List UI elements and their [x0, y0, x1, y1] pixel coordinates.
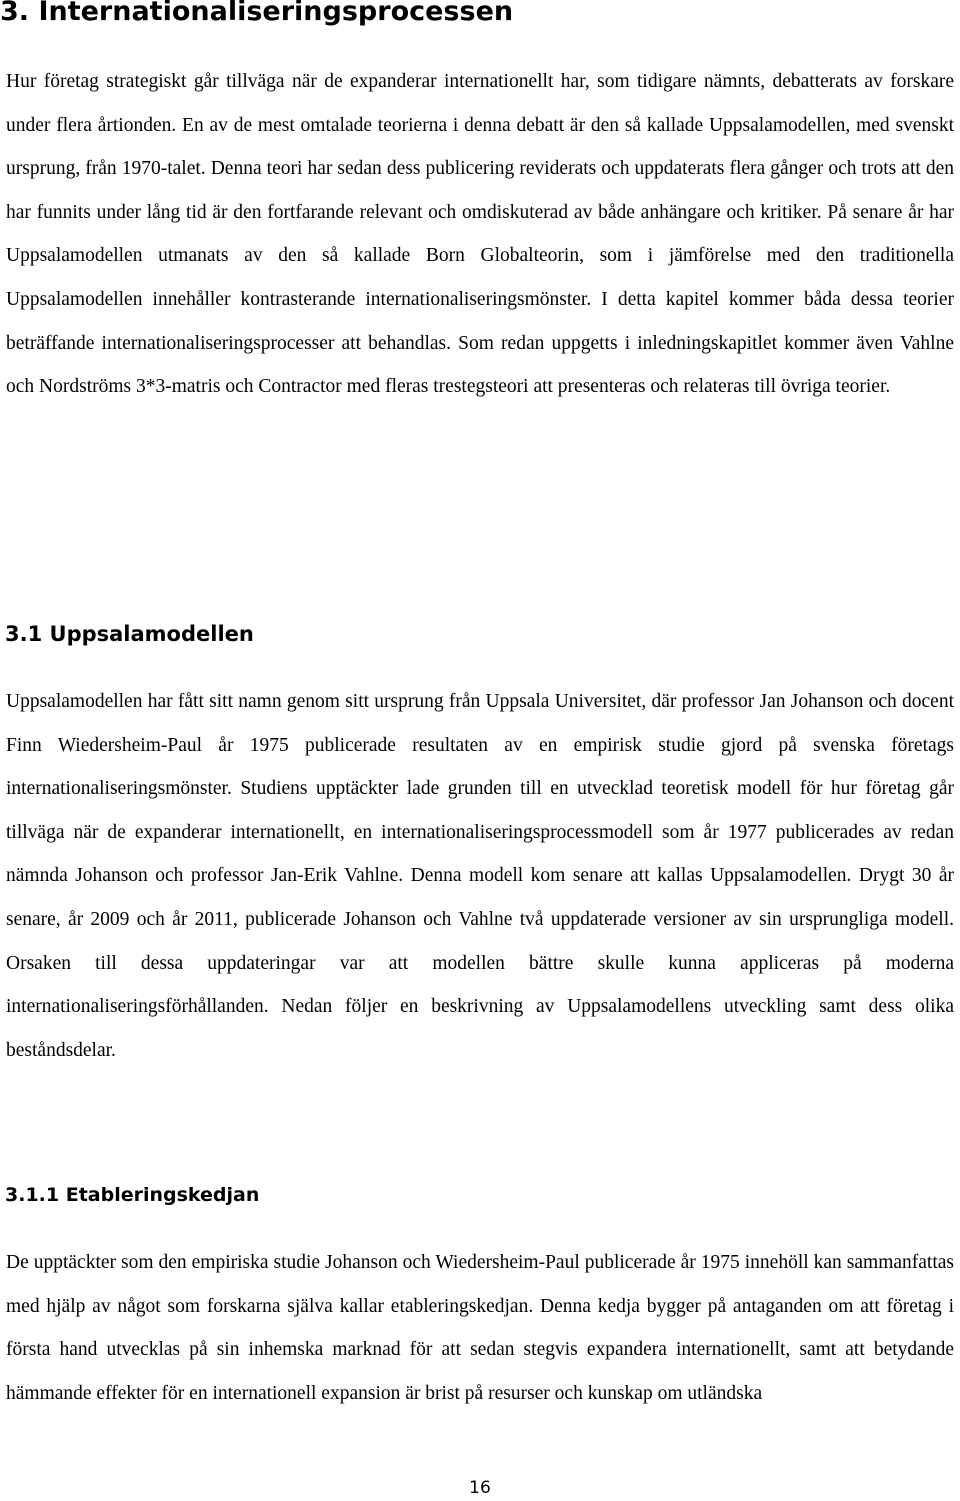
- subsection-heading: 3.1.1 Etableringskedjan: [5, 1184, 260, 1206]
- chapter-heading: 3. Internationaliseringsprocessen: [0, 0, 514, 27]
- body-paragraph-2: Uppsalamodellen har fått sitt namn genom sitt ursprung från Uppsala Universitet, där professor Jan Johanson och docent Finn Wiedersheim-Paul år 1975 publicerade resultaten av en empirisk studie gjord på svenska företags internationaliseringsmönster. Studiens upptäckter lade grunden till en utvecklad teoretisk modell för hur företag går tillväga när de expanderar internationellt, en internationaliseringsprocessmodell som år 1977 publicerades av redan nämnda Johanson och professor Jan-Erik Vahlne. Denna modell kom senare att kallas Uppsalamodellen. Drygt 30 år senare, år 2009 och år 2011, publicerade Johanson och Vahlne två uppdaterade versioner av sin ursprungliga modell. Orsaken till dessa uppdateringar var att modellen bättre skulle kunna appliceras på moderna internationaliseringsförhållanden. Nedan följer en beskrivning av Uppsalamodellens utveckling samt dess olika beståndsdelar.: [6, 691, 954, 1061]
- body-paragraph-3: De upptäckter som den empiriska studie Johanson och Wiedersheim-Paul publicerade år 1975 innehöll kan sammanfattas med hjälp av något som forskarna själva kallar etableringskedjan. Denna kedja bygger på antaganden om att företag i första hand utvecklas på sin inhemska marknad för att sedan stegvis expandera internationellt, samt att betydande hämmande effekter för en internationell expansion är brist på resurser och kunskap om utländska: [6, 1252, 954, 1404]
- page-number: 16: [469, 1478, 491, 1498]
- body-paragraph-1: Hur företag strategiskt går tillväga när de expanderar internationellt har, som tidigare nämnts, debatterats av forskare under flera årtionden. En av de mest omtalade teorierna i denna debatt är den så kallade Uppsalamodellen, med svenskt ursprung, från 1970-talet. Denna teori har sedan dess publicering reviderats och uppdaterats flera gånger och trots att den har funnits under lång tid är den fortfarande relevant och omdiskuterad av både anhängare och kritiker. På senare år har Uppsalamodellen utmanats av den så kallade Born Globalteorin, som i jämförelse med den traditionella Uppsalamodellen innehåller kontrasterande internationaliseringsmönster. I detta kapitel kommer båda dessa teorier beträffande internationaliseringsprocesser att behandlas. Som redan uppgetts i inledningskapitlet kommer även Vahlne och Nordströms 3*3-matris och Contractor med fleras trestegsteori att presenteras och relateras till övriga teorier.: [6, 71, 954, 398]
- section-heading: 3.1 Uppsalamodellen: [5, 622, 254, 646]
